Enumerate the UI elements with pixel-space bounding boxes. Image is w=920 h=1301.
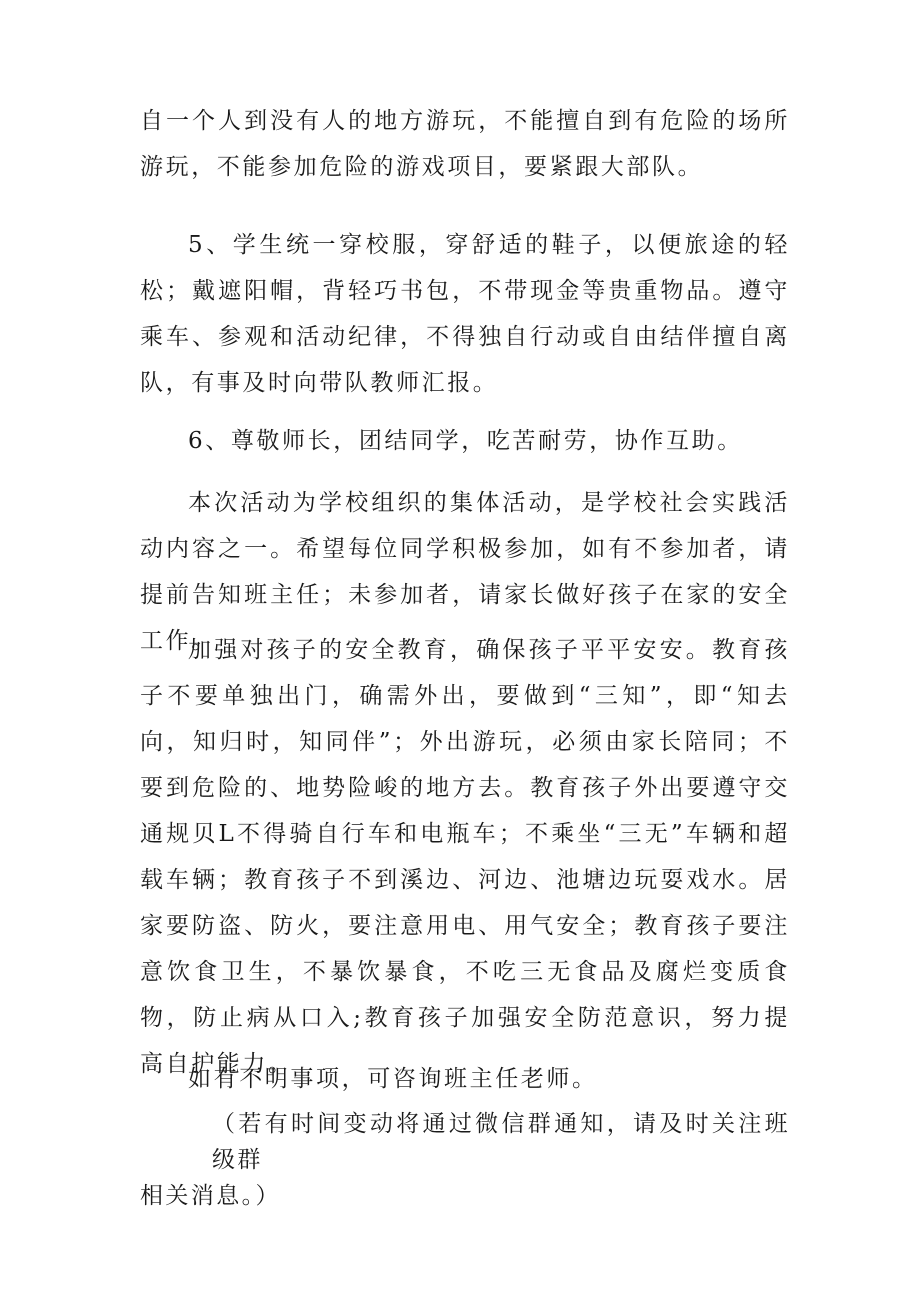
paragraph-item-5: 5、学生统一穿校服，穿舒适的鞋子，以便旅途的轻松；戴遮阳帽，背轻巧书包，不带现金等贵重物品。遵守乘车、参观和活动纪律，不得独自行动或自由结伴擅自离队，有事及时向带队教师汇报。 [140, 232, 790, 396]
paragraph-safety-education: 加强对孩子的安全教育，确保孩子平平安安。教育孩子不要单独出门，确需外出，要做到“三知”，即“知去向，知归时，知同伴”；外出游玩，必须由家长陪同；不要到危险的、地势险峻的地方去。教育孩子外出要遵守交通规贝L不得骑自行车和电瓶车；不乘坐“三无”车辆和超载车辆；教育孩子不到溪边、河边、池塘边玩耍戏水。居家要防盗、防火，要注意用电、用气安全；教育孩子要注意饮食卫生，不暴饮暴食，不吃三无食品及腐烂变质食物，防止病从口入;教育孩子加强安全防范意识，努力提高自护能力。 [140, 637, 790, 1077]
paragraph-continuation: 自一个人到没有人的地方游玩，不能擅自到有危险的场所游玩，不能参加危险的游戏项目，要紧跟大部队。 [140, 108, 790, 180]
paragraph-contact-teacher: 如有不明事项，可咨询班主任老师。 [188, 1066, 598, 1092]
paragraph-activity-notice: 本次活动为学校组织的集体活动，是学校社会实践活动内容之一。希望每位同学积极参加，如有不参加者，请提前告知班主任；未参加者，请家长做好孩子在家的安全工作。 [140, 490, 790, 654]
paragraph-item-6: 6、尊敬师长，团结同学，吃苦耐劳，协作互助。 [188, 428, 743, 454]
note-line-2: 相关消息。） [140, 1183, 281, 1209]
note-line-1: （若有时间变动将通过微信群通知，请及时关注班级群 [212, 1111, 790, 1173]
time-change-note [140, 1106, 790, 1214]
